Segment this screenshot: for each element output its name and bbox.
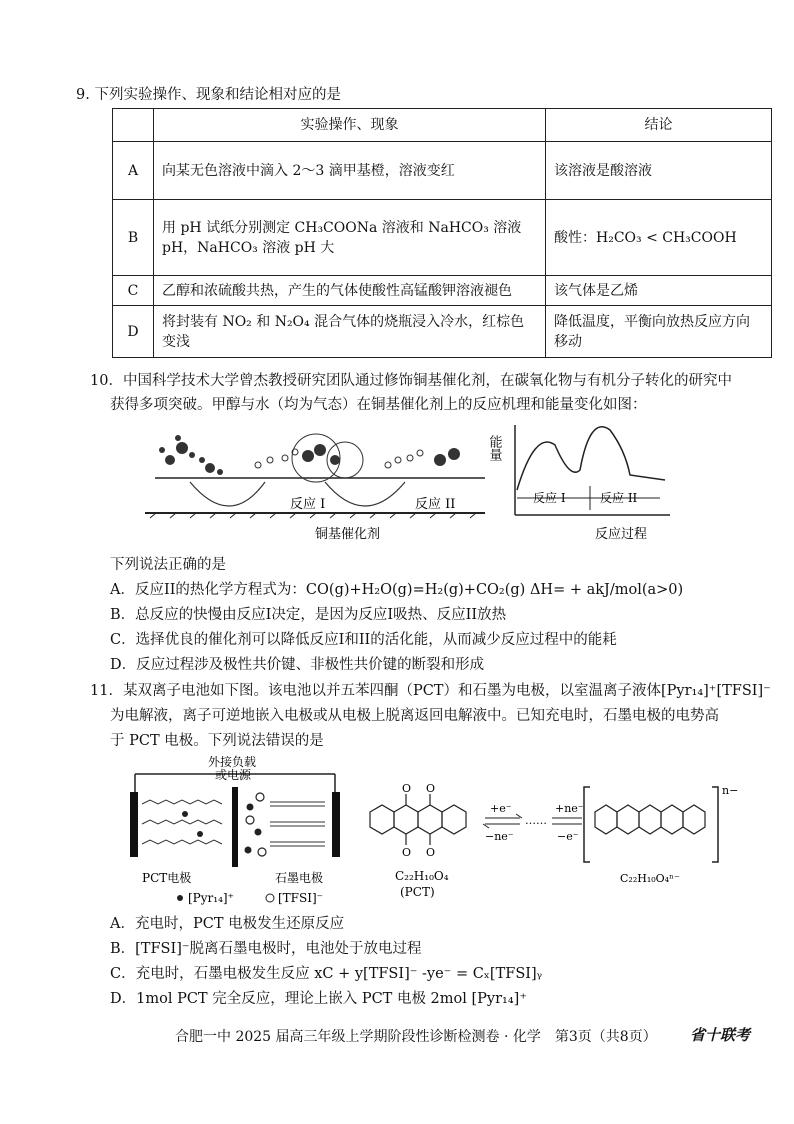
footer-text: 合肥一中 2025 届高三年级上学期阶段性诊断检测卷 · 化学 第3页（共8页） bbox=[175, 1029, 657, 1045]
q11-arrow1-bottom: −ne⁻ bbox=[485, 830, 514, 843]
q10-energy-xlabel: 反应过程 bbox=[595, 527, 648, 542]
q9-row-b-concl: 酸性：H₂CO₃ < CH₃COOH bbox=[546, 200, 772, 276]
q9-row-a-concl: 该溶液是酸溶液 bbox=[546, 142, 772, 200]
q11-arrow2-top: +ne⁻ bbox=[555, 802, 584, 815]
q9-row-a-op: 向某无色溶液中滴入 2～3 滴甲基橙，溶液变红 bbox=[154, 142, 546, 200]
q10-option-d: D．反应过程涉及极性共价键、非极性共价键的断裂和形成 bbox=[110, 657, 485, 673]
q10-stem-1: 10．中国科学技术大学曾杰教授研究团队通过修饰铜基催化剂，在碳氧化物与有机分子转化的研究中 bbox=[90, 373, 732, 389]
q10-stem-2: 获得多项突破。甲醇与水（均为气态）在铜基催化剂上的反应机理和能量变化如图： bbox=[110, 397, 647, 413]
q11-option-b: B．[TFSI]⁻脱离石墨电极时，电池处于放电过程 bbox=[110, 941, 422, 957]
q10-energy-seg2: 反应 II bbox=[600, 491, 638, 505]
q10-catalyst-label: 铜基催化剂 bbox=[315, 527, 381, 542]
q9-header-op: 实验操作、现象 bbox=[154, 109, 546, 142]
footer-brand: 省十联考 bbox=[690, 1026, 751, 1044]
q10-mechanism-figure bbox=[140, 420, 490, 545]
q9-row-a-opt: A bbox=[113, 142, 154, 200]
q11-tfsi-legend: [TFSI]⁻ bbox=[278, 891, 323, 905]
svg-text:O: O bbox=[426, 782, 436, 795]
q9-row-b-opt: B bbox=[113, 200, 154, 276]
svg-text:O: O bbox=[402, 846, 412, 859]
q10-option-c: C．选择优良的催化剂可以降低反应I和II的活化能，从而减少反应过程中的能耗 bbox=[110, 632, 617, 648]
q9-title: 9. 下列实验操作、现象和结论相对应的是 bbox=[76, 87, 341, 103]
q10-option-b: B．总反应的快慢由反应I决定，是因为反应I吸热、反应II放热 bbox=[110, 607, 507, 623]
q9-row-c-opt: C bbox=[113, 276, 154, 306]
q9-row-c-op: 乙醇和浓硫酸共热，产生的气体使酸性高锰酸钾溶液褪色 bbox=[154, 276, 546, 306]
q9-header-concl: 结论 bbox=[546, 109, 772, 142]
q11-load-label-2: 或电源 bbox=[215, 768, 252, 782]
q11-arrow1-top: +e⁻ bbox=[490, 802, 512, 815]
q9-row-c-concl: 该气体是乙烯 bbox=[546, 276, 772, 306]
q11-arrow2-bottom: −e⁻ bbox=[557, 830, 579, 843]
q10-option-a: A．反应II的热化学方程式为：CO(g)+H₂O(g)=H₂(g)+CO₂(g) ΔH= + akJ/mol(a>0) bbox=[110, 582, 684, 598]
q11-graphite-electrode-label: 石墨电极 bbox=[275, 871, 324, 885]
q10-prompt: 下列说法正确的是 bbox=[110, 557, 226, 573]
svg-text:O: O bbox=[402, 782, 412, 795]
q9-header-blank bbox=[113, 109, 154, 142]
q11-battery-figure bbox=[120, 752, 739, 910]
q10-step1-label: 反应 I bbox=[290, 497, 326, 512]
q10-energy-figure bbox=[486, 420, 675, 545]
q11-stem-3: 于 PCT 电极。下列说法错误的是 bbox=[110, 733, 324, 749]
q9-row-d-concl: 降低温度，平衡向放热反应方向移动 bbox=[546, 306, 772, 358]
q11-reduced-formula: C₂₂H₁₀O₄ⁿ⁻ bbox=[620, 872, 680, 885]
q11-charge: n− bbox=[722, 784, 739, 797]
q10-step2-label: 反应 II bbox=[415, 497, 456, 512]
q11-pyr-legend: [Pyr₁₄]⁺ bbox=[188, 891, 234, 905]
q9-row-b-op: 用 pH 试纸分别测定 CH₃COONa 溶液和 NaHCO₃ 溶液 pH，NaHCO₃ 溶液 pH 大 bbox=[154, 200, 546, 276]
q9-table bbox=[112, 108, 772, 358]
q9-row-d-op: 将封装有 NO₂ 和 N₂O₄ 混合气体的烧瓶浸入冷水，红棕色变浅 bbox=[154, 306, 546, 358]
svg-text:O: O bbox=[426, 846, 436, 859]
q11-pct-formula: C₂₂H₁₀O₄ bbox=[395, 869, 449, 883]
q10-energy-ylabel: 能量 bbox=[486, 435, 502, 461]
q10-energy-seg1: 反应 I bbox=[533, 491, 566, 505]
q11-stem-2: 为电解液，离子可逆地嵌入电极或从电极上脱离返回电解液中。已知充电时，石墨电极的电势高 bbox=[110, 708, 719, 724]
svg-text:……: …… bbox=[525, 814, 547, 827]
q9-row-d-opt: D bbox=[113, 306, 154, 358]
q11-pct-electrode-label: PCT电极 bbox=[142, 871, 192, 885]
q11-option-c: C．充电时，石墨电极发生反应 xC + y[TFSI]⁻ -ye⁻ = Cₓ[TFSI]ᵧ bbox=[110, 966, 543, 982]
q11-pct-name: (PCT) bbox=[400, 885, 435, 899]
q11-option-a: A．充电时，PCT 电极发生还原反应 bbox=[110, 916, 345, 932]
q11-load-label: 外接负载 bbox=[208, 755, 257, 769]
q11-stem-1: 11．某双离子电池如下图。该电池以并五苯四酮（PCT）和石墨为电极，以室温离子液体[Pyr₁₄]⁺[TFSI]⁻ bbox=[90, 683, 771, 699]
q11-option-d: D．1mol PCT 完全反应，理论上嵌入 PCT 电极 2mol [Pyr₁₄]⁺ bbox=[110, 991, 527, 1007]
